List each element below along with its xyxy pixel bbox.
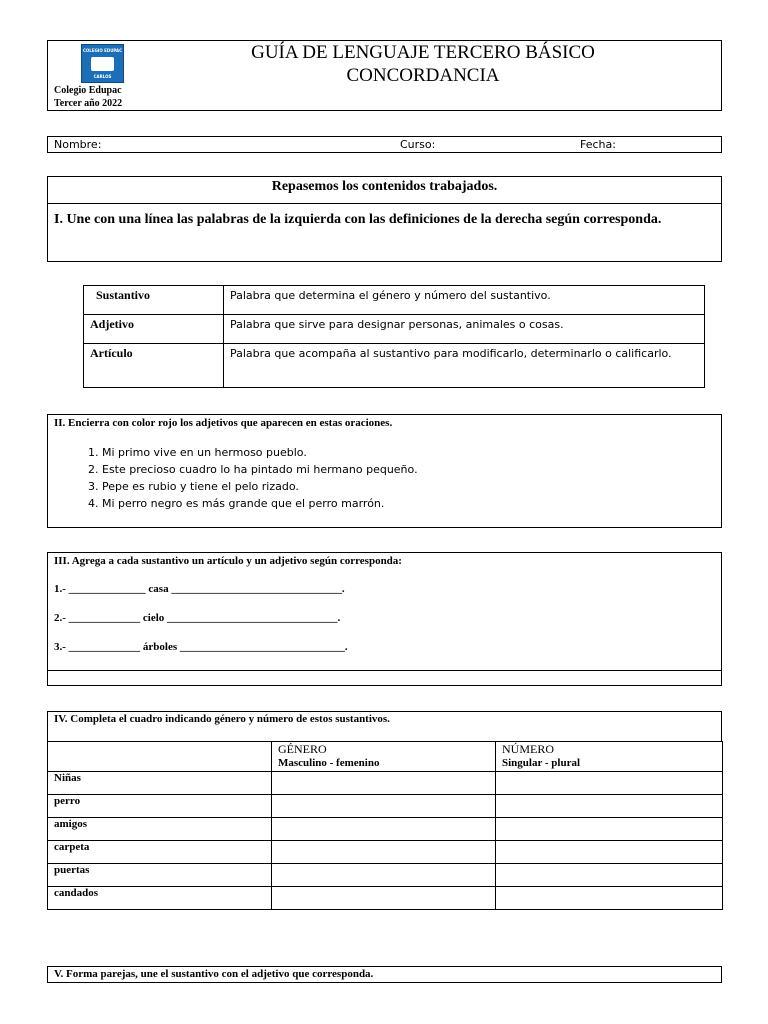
genero-answer-cell[interactable] xyxy=(272,887,496,910)
logo-text-bottom: CARLOS xyxy=(93,74,112,79)
title-line-2: CONCORDANCIA xyxy=(346,65,500,86)
school-info xyxy=(54,84,122,110)
numero-answer-cell[interactable] xyxy=(496,864,723,887)
noun-cell: amigos xyxy=(48,818,272,841)
table-row xyxy=(48,864,723,887)
numero-answer-cell[interactable] xyxy=(496,795,723,818)
numero-label: NÚMERO xyxy=(502,742,555,756)
sentence-list xyxy=(78,444,418,512)
numero-answer-cell[interactable] xyxy=(496,772,723,795)
table-row xyxy=(48,841,723,864)
school-year: Tercer año 2022 xyxy=(54,98,123,109)
section-2 xyxy=(47,414,722,528)
section-3-instruction: III. Agrega a cada sustantivo un artículo y un adjetivo según corresponda: xyxy=(54,555,402,567)
table-row xyxy=(48,818,723,841)
title-line-1: GUÍA DE LENGUAJE TERCERO BÁSICO xyxy=(251,42,595,63)
divider xyxy=(48,670,721,671)
genero-sublabel: Masculino - femenino xyxy=(278,757,380,769)
table-row xyxy=(84,344,705,388)
book-icon xyxy=(91,57,114,71)
table-row xyxy=(48,887,723,910)
recap-heading: Repasemos los contenidos trabajados. xyxy=(271,179,498,194)
section-5 xyxy=(47,966,722,983)
numero-answer-cell[interactable] xyxy=(496,841,723,864)
school-logo xyxy=(81,44,124,83)
student-info-row xyxy=(47,136,722,153)
genero-answer-cell[interactable] xyxy=(272,841,496,864)
school-name: Colegio Edupac xyxy=(54,85,122,96)
noun-cell: puertas xyxy=(48,864,272,887)
noun-cell: Niñas xyxy=(48,772,272,795)
divider xyxy=(48,203,721,204)
matching-table xyxy=(83,285,705,388)
worksheet-header xyxy=(47,40,722,111)
noun-cell: carpeta xyxy=(48,841,272,864)
section-2-instruction: II. Encierra con color rojo los adjetivos que aparecen en estas oraciones. xyxy=(54,417,393,429)
list-item[interactable]: 4. Mi perro negro es más grande que el perro marrón. xyxy=(102,495,418,512)
genero-answer-cell[interactable] xyxy=(272,772,496,795)
date-label[interactable]: Fecha: xyxy=(580,138,616,151)
logo-text-top: COLEGIO EDUPAC xyxy=(82,48,123,53)
gender-number-table xyxy=(47,741,723,910)
table-row xyxy=(84,286,705,315)
header-empty-cell xyxy=(48,742,272,772)
match-definition[interactable]: Palabra que sirve para designar personas, animales o cosas. xyxy=(224,315,705,344)
list-item[interactable]: 2. Este precioso cuadro lo ha pintado mi hermano pequeño. xyxy=(102,461,418,478)
match-word[interactable]: Sustantivo xyxy=(84,286,224,315)
column-header-genero xyxy=(272,742,496,772)
section-1-instruction: I. Une con una línea las palabras de la izquierda con las definiciones de la derecha según corresponda. xyxy=(54,212,662,227)
fill-in-row[interactable]: 1.- ______________ casa _______________________________. xyxy=(54,583,345,595)
numero-answer-cell[interactable] xyxy=(496,818,723,841)
match-word[interactable]: Adjetivo xyxy=(84,315,224,344)
section-5-instruction: V. Forma parejas, une el sustantivo con el adjetivo que corresponda. xyxy=(54,968,374,980)
fill-in-row[interactable]: 3.- _____________ árboles ______________________________. xyxy=(54,641,348,653)
table-header-row xyxy=(48,742,723,772)
column-header-numero xyxy=(496,742,723,772)
section-4-instruction: IV. Completa el cuadro indicando género y número de estos sustantivos. xyxy=(54,713,390,725)
fill-in-row[interactable]: 2.- _____________ cielo _______________________________. xyxy=(54,612,341,624)
noun-cell: perro xyxy=(48,795,272,818)
section-3 xyxy=(47,552,722,686)
table-row xyxy=(48,795,723,818)
match-word[interactable]: Artículo xyxy=(84,344,224,388)
course-label[interactable]: Curso: xyxy=(400,138,436,151)
list-item[interactable]: 3. Pepe es rubio y tiene el pelo rizado. xyxy=(102,478,418,495)
match-definition[interactable]: Palabra que determina el género y número del sustantivo. xyxy=(224,286,705,315)
match-definition[interactable]: Palabra que acompaña al sustantivo para modificarlo, determinarlo o calificarlo. xyxy=(224,344,705,388)
table-row xyxy=(48,772,723,795)
numero-sublabel: Singular - plural xyxy=(502,757,581,769)
section-1 xyxy=(47,176,722,262)
list-item[interactable]: 1. Mi primo vive en un hermoso pueblo. xyxy=(102,444,418,461)
page-title xyxy=(148,41,698,87)
genero-answer-cell[interactable] xyxy=(272,795,496,818)
name-label[interactable]: Nombre: xyxy=(54,138,102,151)
noun-cell: candados xyxy=(48,887,272,910)
genero-answer-cell[interactable] xyxy=(272,864,496,887)
genero-answer-cell[interactable] xyxy=(272,818,496,841)
section-4 xyxy=(47,711,722,742)
table-row xyxy=(84,315,705,344)
numero-answer-cell[interactable] xyxy=(496,887,723,910)
genero-label: GÉNERO xyxy=(278,742,327,756)
